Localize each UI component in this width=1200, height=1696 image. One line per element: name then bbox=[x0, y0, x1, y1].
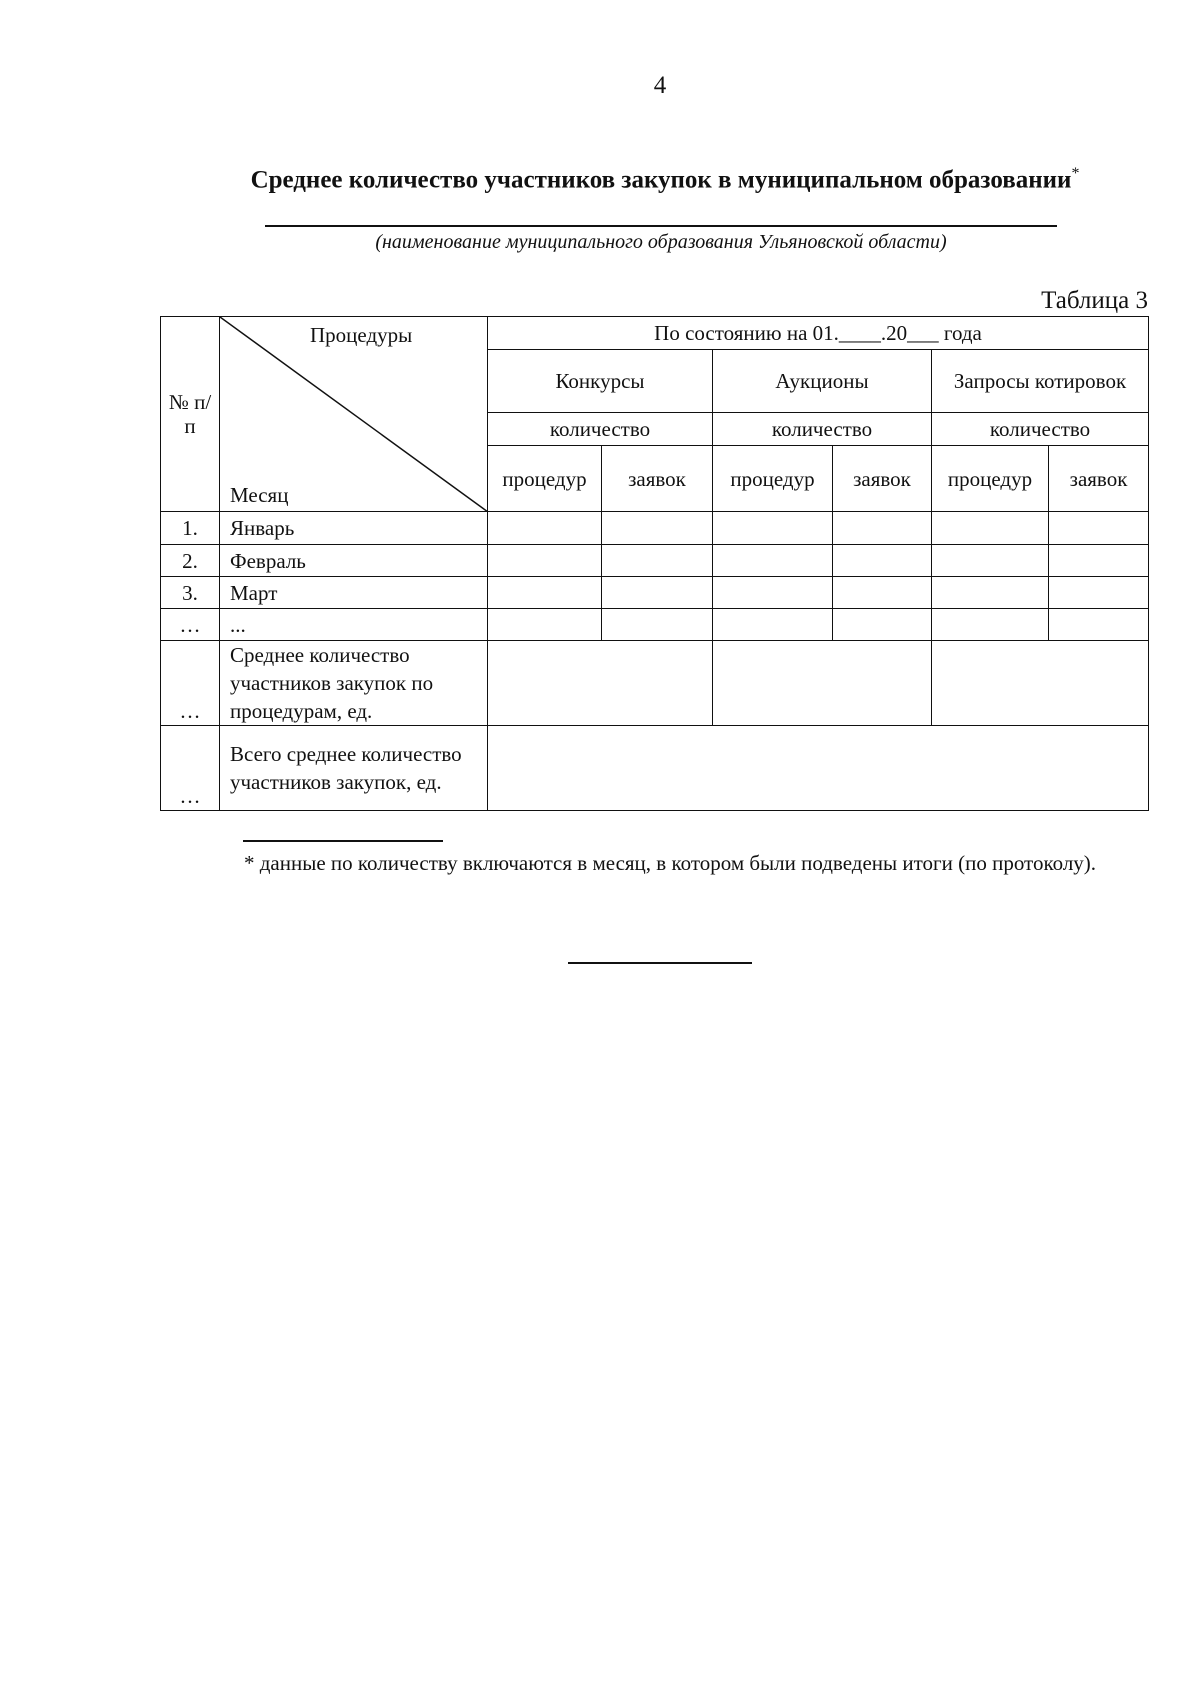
row-number: … bbox=[161, 726, 220, 811]
quantity-header: количество bbox=[488, 413, 713, 446]
table-row bbox=[161, 512, 1149, 545]
municipality-name-line bbox=[265, 225, 1057, 227]
data-cell bbox=[713, 545, 833, 577]
data-cell bbox=[713, 577, 833, 609]
sub-header-applications: заявок bbox=[1049, 446, 1149, 512]
table-row bbox=[161, 609, 1149, 641]
sub-header-procedures: процедур bbox=[932, 446, 1049, 512]
row-month: Январь bbox=[220, 512, 488, 545]
average-row-label: Среднее количество участников закупок по процедурам, ед. bbox=[220, 641, 488, 726]
data-cell bbox=[833, 545, 932, 577]
data-cell bbox=[488, 641, 713, 726]
page-number: 4 bbox=[653, 72, 667, 99]
data-cell bbox=[932, 577, 1049, 609]
data-cell bbox=[1049, 609, 1149, 641]
date-header: По состоянию на 01.____.20___ года bbox=[488, 317, 1149, 350]
month-header: Месяц bbox=[230, 483, 289, 507]
row-month: Февраль bbox=[220, 545, 488, 577]
sub-header-applications: заявок bbox=[602, 446, 713, 512]
row-number: … bbox=[161, 641, 220, 726]
row-month: ... bbox=[220, 609, 488, 641]
data-cell bbox=[713, 512, 833, 545]
group-contests: Конкурсы bbox=[488, 350, 713, 413]
group-quotations: Запросы котировок bbox=[932, 350, 1149, 413]
sub-header-procedures: процедур bbox=[713, 446, 833, 512]
row-month: Март bbox=[220, 577, 488, 609]
data-cell bbox=[713, 641, 932, 726]
data-cell bbox=[833, 512, 932, 545]
row-number: … bbox=[161, 609, 220, 641]
data-cell bbox=[833, 609, 932, 641]
number-header: № п/п bbox=[161, 317, 220, 512]
data-cell bbox=[488, 609, 602, 641]
municipality-name-caption: (наименование муниципального образования Ульяновской области) bbox=[375, 231, 947, 253]
data-cell bbox=[932, 641, 1149, 726]
footnote-rule bbox=[243, 840, 443, 842]
table-label: Таблица 3 bbox=[1041, 287, 1148, 314]
data-cell bbox=[602, 512, 713, 545]
data-cell bbox=[602, 577, 713, 609]
data-cell bbox=[833, 577, 932, 609]
data-cell bbox=[488, 577, 602, 609]
average-row bbox=[161, 641, 1149, 726]
title-footnote-mark: * bbox=[1071, 165, 1080, 182]
diagonal-header-cell bbox=[220, 317, 488, 512]
data-cell bbox=[602, 545, 713, 577]
title-text: Среднее количество участников закупок в муниципальном образовании bbox=[250, 166, 1072, 194]
data-cell bbox=[932, 512, 1049, 545]
procedures-header: Процедуры bbox=[310, 323, 413, 347]
table-row bbox=[161, 545, 1149, 577]
total-row bbox=[161, 726, 1149, 811]
data-cell bbox=[1049, 577, 1149, 609]
data-cell bbox=[713, 609, 833, 641]
quantity-header: количество bbox=[932, 413, 1149, 446]
quantity-header: количество bbox=[713, 413, 932, 446]
sub-header-procedures: процедур bbox=[488, 446, 602, 512]
group-auctions: Аукционы bbox=[713, 350, 932, 413]
data-cell bbox=[1049, 512, 1149, 545]
document-title bbox=[180, 165, 1150, 194]
footnote: * данные по количеству включаются в месяц, в котором были подведены итоги (по протоколу). bbox=[244, 851, 1097, 875]
data-cell bbox=[932, 609, 1049, 641]
row-number: 3. bbox=[161, 577, 220, 609]
row-number: 1. bbox=[161, 512, 220, 545]
data-cell bbox=[488, 545, 602, 577]
data-cell bbox=[1049, 545, 1149, 577]
data-cell bbox=[602, 609, 713, 641]
data-cell bbox=[488, 512, 602, 545]
participants-table bbox=[160, 316, 1149, 811]
row-number: 2. bbox=[161, 545, 220, 577]
data-cell bbox=[488, 726, 1149, 811]
total-row-label: Всего среднее количество участников закупок, ед. bbox=[220, 726, 488, 811]
data-cell bbox=[932, 545, 1049, 577]
sub-header-applications: заявок bbox=[833, 446, 932, 512]
end-rule bbox=[568, 962, 752, 964]
table-row bbox=[161, 577, 1149, 609]
